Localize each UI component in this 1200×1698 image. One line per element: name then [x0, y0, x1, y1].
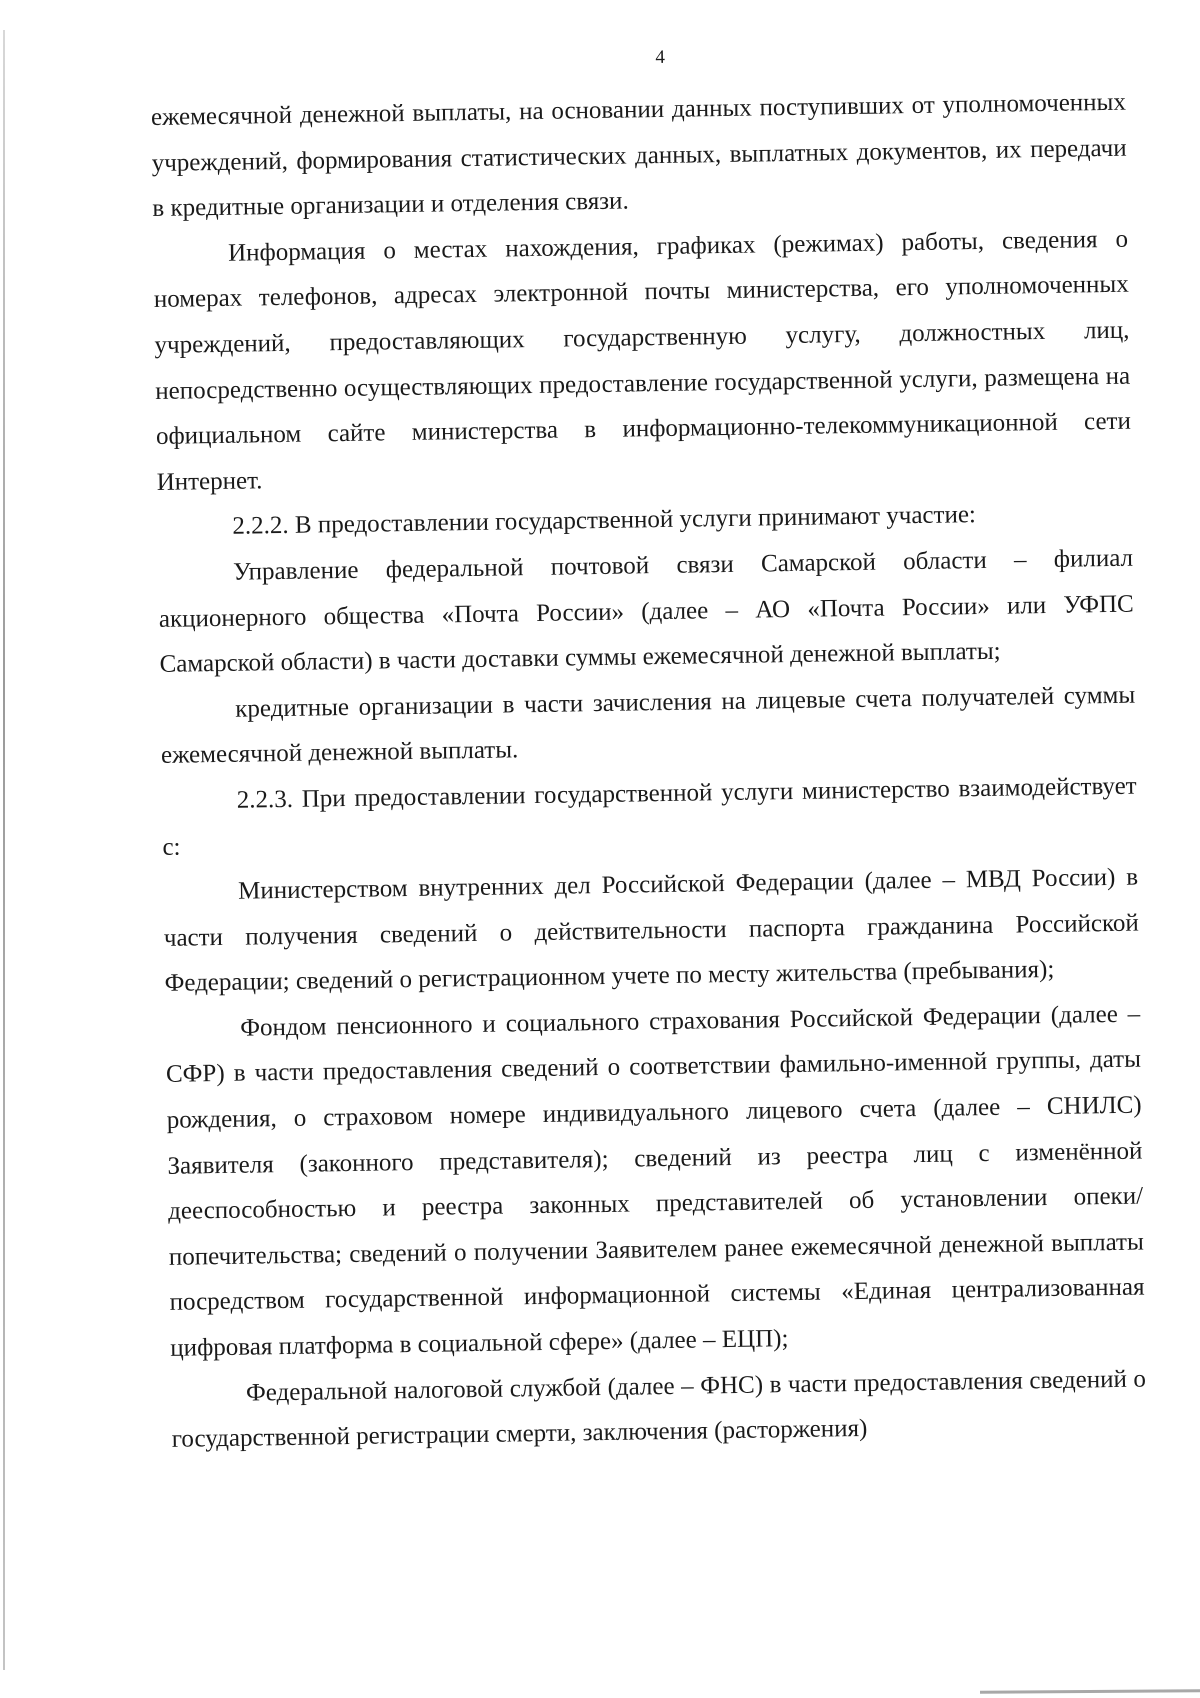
paragraph-3: 2.2.2. В предоставлении государственной услуги принимают участие:: [232, 501, 977, 541]
paragraph-9: Федеральной налоговой службой (далее – ФНС) в части предоставления сведений о государственной регистрации смерти, заключения (расторжения): [171, 1365, 1147, 1454]
paragraph-6: 2.2.3. При предоставлении государственной услуги министерство взаимодействует с:: [162, 772, 1137, 861]
paragraph-8: Фондом пенсионного и социального страхования Российской Федерации (далее – СФР) в части предоставления сведений о соответствии фамильно-именной группы, даты рождения, о страховом номере индивидуального лицевого счета (далее – СНИЛС) Заявителя (законного представителя); сведений из реестра лиц с изменённой дееспособностью и реестра законных представителей об установлении опеки/попечительства; сведений о получении Заявителем ранее ежемесячной денежной выплаты посредством государственной информационной системы «Единая централизованная цифровая платформа в социальной сфере» (далее – ЕЦП);: [165, 1000, 1145, 1362]
document-page: [150, 40, 1147, 1463]
paragraph-4: Управление федеральной почтовой связи Самарской области – филиал акционерного общества «Почта России» (далее – АО «Почта России» или УФПС Самарской области) в части доставки суммы ежемесячной денежной выплаты;: [158, 544, 1134, 679]
paragraph-1: ежемесячной денежной выплаты, на основании данных поступивших от уполномоченных учреждений, формирования статистических данных, выплатных документов, их передачи в кредитные организации и отделения связи.: [150, 88, 1127, 223]
scan-edge-left: [3, 30, 5, 1670]
paragraph-2: Информация о местах нахождения, графиках (режимах) работы, сведения о номерах телефонов, адресах электронной почты министерства, его уполномоченных учреждений, предоставляющих государственную услугу, должностных лиц, непосредственно осуществляющих предоставление государственной услуги, размещена на официальном сайте министерства в информационно-телекоммуникационной сети Интернет.: [153, 225, 1132, 496]
page-number: 4: [655, 46, 666, 69]
paragraph-7: Министерством внутренних дел Российской Федерации (далее – МВД России) в части получения сведений о действительности паспорта гражданина Российской Федерации; сведений о регистрационном учете по месту жительства (пребывания);: [163, 863, 1139, 998]
paragraph-5: кредитные организации в части зачисления на лицевые счета получателей суммы ежемесячной денежной выплаты.: [160, 681, 1136, 770]
scan-edge-bottom: [980, 1689, 1200, 1694]
